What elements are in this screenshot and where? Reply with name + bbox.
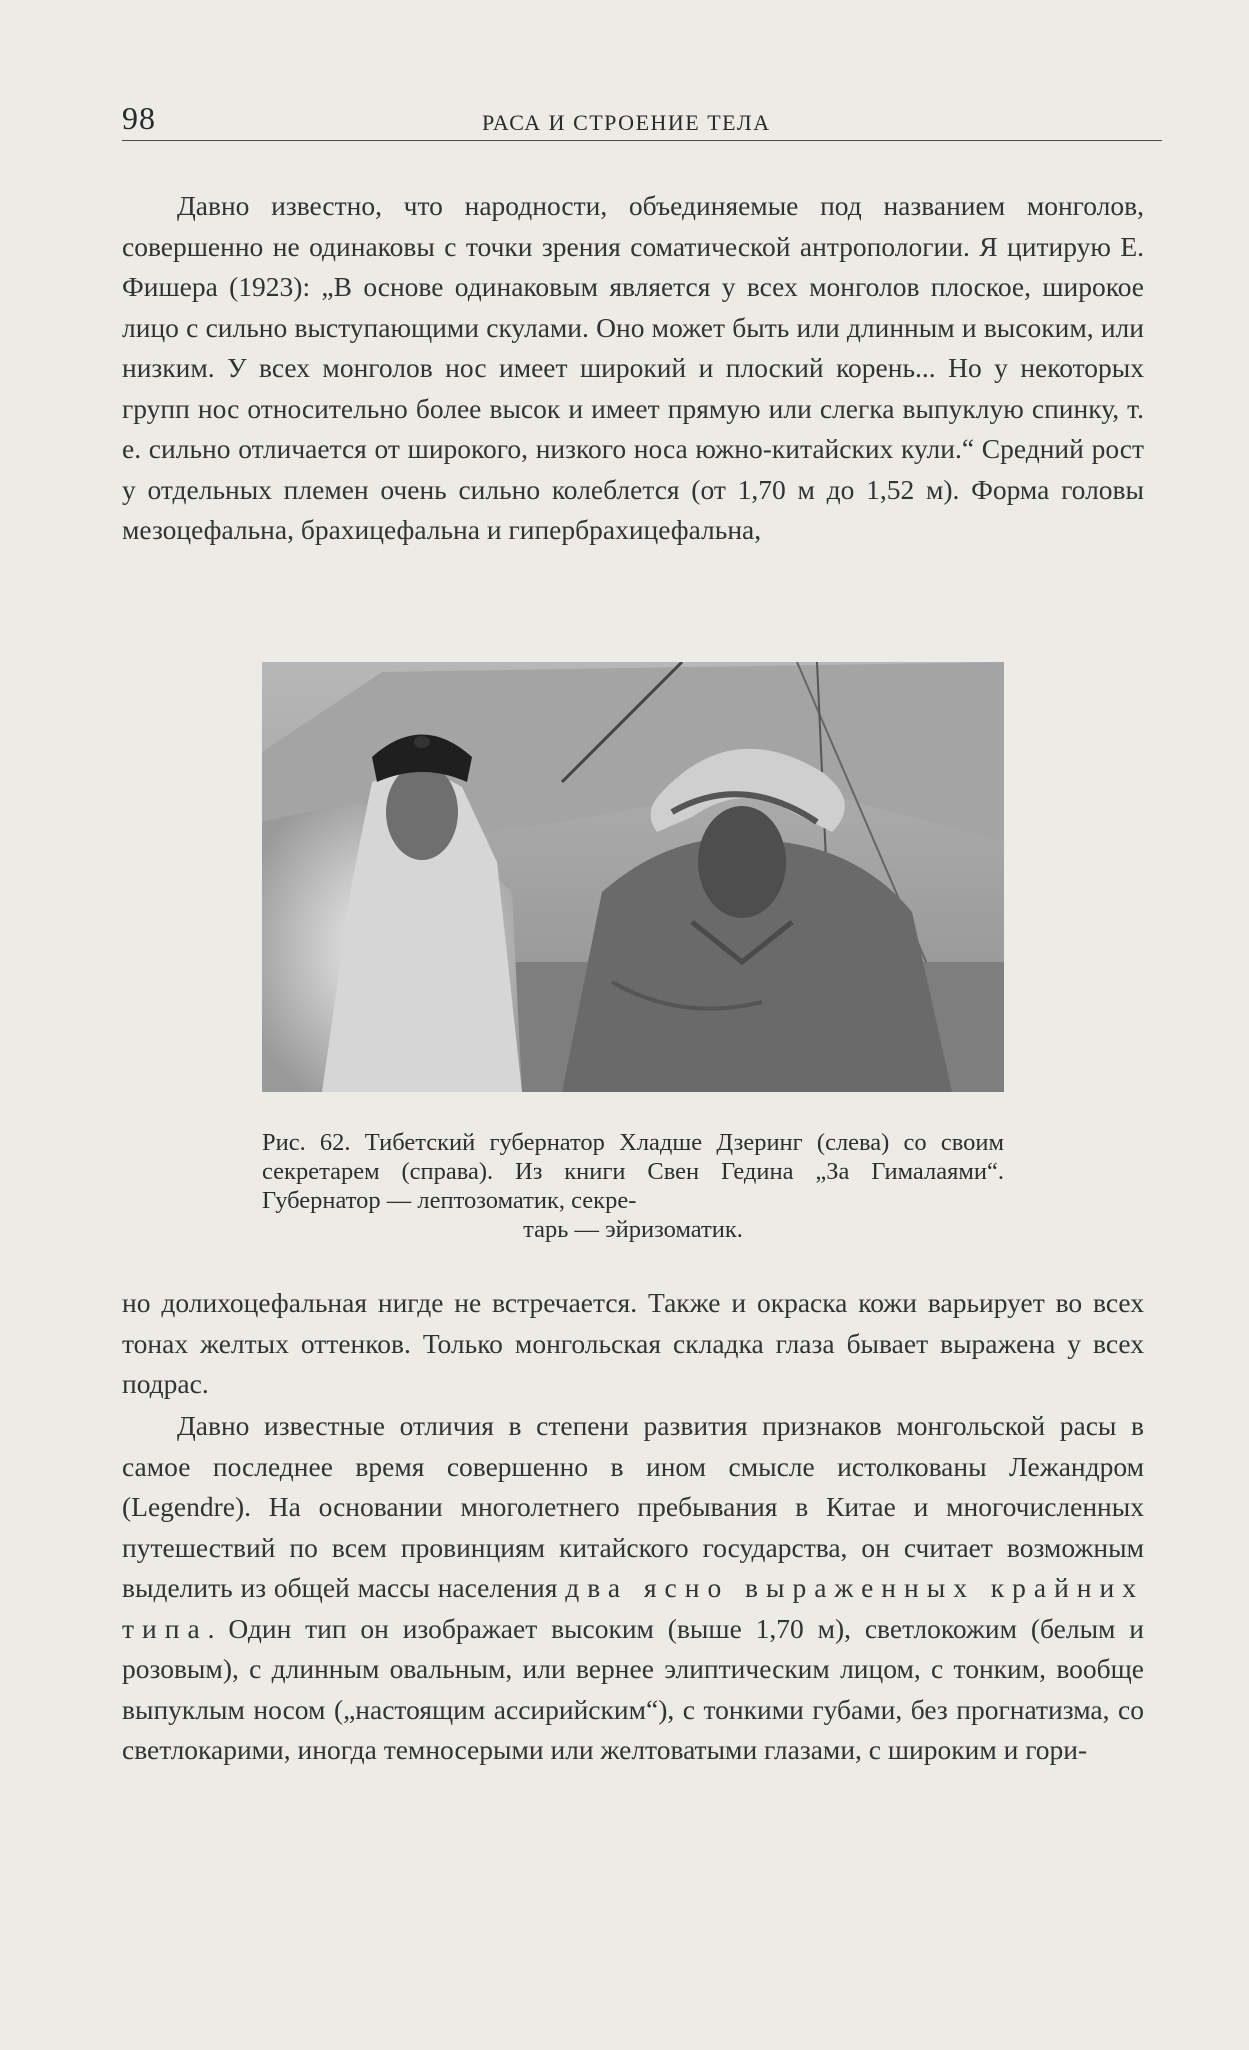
header-rule bbox=[122, 140, 1162, 141]
figure-caption bbox=[262, 1128, 1004, 1244]
page-header bbox=[122, 100, 1162, 140]
figure-photo bbox=[262, 662, 1004, 1092]
photo-tibetan-governor-and-secretary bbox=[262, 662, 1004, 1092]
paragraph-legendre-part1: Давно известные отличия в степени развития признаков монгольской расы в самое последнее время совершенно в ином смысле истолкованы Лежандром (Legendre). На основании многолетнего пребывания в Китае и многочисленных путешествий по всем провинциям китайского государства, он считает возможным выделить из общей массы населения bbox=[122, 1410, 1144, 1603]
paragraph-legendre-text bbox=[122, 1406, 1144, 1771]
figure-caption-last-line: тарь — эйризоматик. bbox=[523, 1216, 743, 1243]
paragraph-intro-text: Давно известно, что народности, объединяемые под названием монголов, совершенно не одинаковы с точки зрения соматической антропологии. Я цитирую Е. Фишера (1923): „В основе одинаковым является у всех монголов плоское, широкое лицо с сильно выступающими скулами. Оно может быть или длинным и высоким, или низким. У всех монголов нос имеет широкий и плоский корень... Но у некоторых групп нос относительно более высок и имеет прямую или слегка выпуклую спинку, т. е. сильно отличается от широкого, низкого носа южно-китайских кули.“ Средний рост у отдельных племен очень сильно колеблется (от 1,70 м до 1,52 м). Форма головы мезоцефальна, брахицефальна и гипербрахицефальна, bbox=[122, 190, 1144, 545]
paragraph-legendre-emphasis: два ясно выраженных крайних типа bbox=[122, 1572, 1144, 1644]
paragraph-legendre-part2: . Один тип он изображает высоким (выше 1,70 м), светлокожим (белым и розовым), с длинным овальным, или вернее элиптическим лицом, с тонким, вообще выпуклым носом („настоящим ассирийским“), с тонкими губами, без прогнатизма, со светлокарими, иногда темносерыми или желтоватыми глазами, с широким и гори- bbox=[122, 1612, 1144, 1765]
figure-caption-main: Рис. 62. Тибетский губернатор Хладше Дзеринг (слева) со своим секретарем (справа). Из книги Свен Гедина „За Гималаями“. Губернатор — лептозоматик, секре- bbox=[262, 1129, 1004, 1214]
paragraph-legendre bbox=[122, 1406, 1144, 1771]
running-title: РАСА И СТРОЕНИЕ ТЕЛА bbox=[482, 110, 771, 135]
paragraph-intro bbox=[122, 186, 1144, 551]
page-number: 98 bbox=[122, 100, 156, 136]
paragraph-continuation bbox=[122, 1283, 1144, 1405]
paragraph-continuation-text: но долихоцефальная нигде не встречается. Также и окраска кожи варьирует во всех тонах желтых оттенков. Только монгольская складка глаза бывает выражена у всех подрас. bbox=[122, 1287, 1144, 1399]
